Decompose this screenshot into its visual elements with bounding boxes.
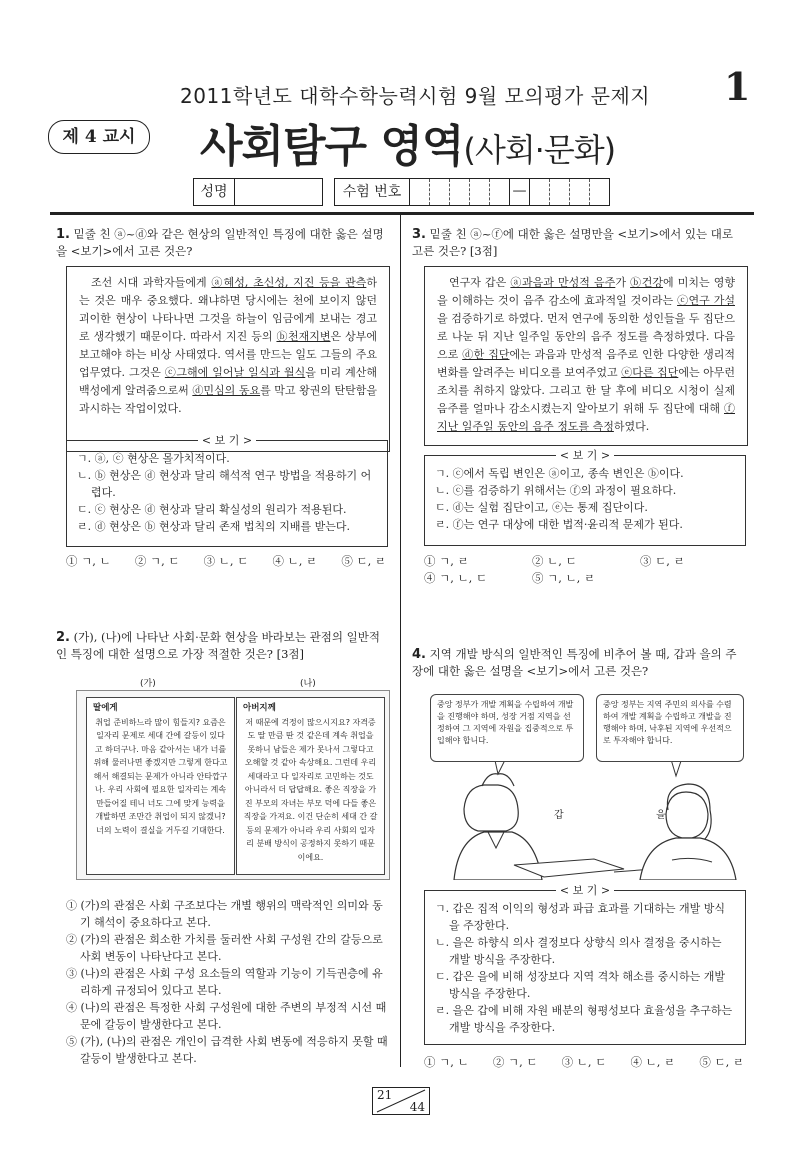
q1-option-4[interactable]: ④ ㄴ, ㄹ	[272, 554, 318, 568]
page-footer	[372, 1087, 430, 1115]
q4-label-gap: 갑	[554, 810, 564, 821]
q4-bogi-box	[424, 884, 746, 1045]
q1-passage	[66, 266, 390, 452]
top-rule	[50, 212, 754, 215]
q3-passage-text: 에는 아무런 조치를 취하지 않았다. 그리고 한 달 후에 비디오 시청이 실제 음주를 얼마나 감소시켰는지 알아보기 위해 두 집단에 대해	[437, 366, 735, 415]
q1-option-2[interactable]: ② ㄱ, ㄷ	[134, 554, 180, 568]
q1-bogi-item: ㄱ. ⓐ, ⓒ 현상은 몰가치적이다.	[77, 452, 230, 465]
q2-na-heading: 아버지께	[243, 703, 276, 713]
q3-passage	[424, 266, 748, 446]
q3-passage-text: 하였다.	[613, 420, 650, 433]
q1-passage-text: 조선 시대 과학자들에게	[91, 276, 212, 289]
column-divider	[400, 215, 401, 1067]
footer-page: 21	[377, 1088, 393, 1102]
q3-options-row2	[424, 570, 744, 586]
page-number: 1	[724, 64, 751, 109]
q4-speech-gap: 중앙 정부가 개발 계획을 수립하여 개발을 진행해야 하며, 성장 거점 지역을 선정하여 그 지역에 자원을 집중적으로 투입해야 합니다.	[430, 694, 584, 762]
name-field	[193, 178, 323, 206]
q3-option-4[interactable]: ④ ㄱ, ㄴ, ㄷ	[424, 571, 488, 585]
q1-underline-b: ⓑ천재지변	[276, 330, 331, 343]
q4-bogi-item: ㄱ. 갑은 집적 이익의 형성과 파급 효과를 기대하는 개발 방식을 주장한다.	[435, 902, 725, 932]
q3-passage-text: 연구자 갑은	[449, 276, 511, 289]
subject-sub: (사회·문화)	[463, 131, 616, 169]
q3-bogi-item: ㄱ. ⓒ에서 독립 변인은 ⓐ이고, 종속 변인은 ⓑ이다.	[435, 467, 684, 480]
exam-number-cell	[550, 179, 570, 205]
name-blank	[235, 179, 322, 205]
q1-number: 1.	[56, 227, 70, 242]
q2-label-ga: (가)	[140, 679, 156, 689]
q3-bogi-title: < 보 기 >	[556, 449, 614, 462]
q3-stem-text: 밑줄 친 ⓐ~ⓕ에 대한 옳은 설명만을 <보기>에서 있는 대로 고른 것은? [3점]	[412, 227, 733, 258]
q1-passage-text: 를 막고 왕권의 탄탄함을 과시하는 작업이었다.	[79, 384, 377, 415]
q3-bogi-item: ㄷ. ⓓ는 실험 집단이고, ⓔ는 통제 집단이다.	[435, 501, 648, 514]
exam-number-cell	[590, 179, 609, 205]
q4-option-2[interactable]: ② ㄱ, ㄷ	[492, 1055, 538, 1069]
q4-bogi-item: ㄴ. 을은 하향식 의사 결정보다 상향식 의사 결정을 중시하는 개발 방식을 주장한다.	[435, 936, 722, 966]
q4-bogi-item: ㄹ. 을은 갑에 비해 자원 배분의 형평성보다 효율성을 추구하는 개발 방식을 주장한다.	[435, 1004, 733, 1034]
q1-option-5[interactable]: ⑤ ㄷ, ㄹ	[341, 554, 386, 568]
q1-underline-a: ⓐ혜성, 초신성, 지진 등을 관측	[211, 276, 367, 289]
q1-passage-text: 을 미리 계산해 백성에게 알려줌으로써	[79, 366, 377, 397]
q3-number: 3.	[412, 227, 426, 242]
q1-stem-text: 밑줄 친 ⓐ~ⓓ와 같은 현상의 일반적인 특징에 대한 옳은 설명을 <보기>에서 고른 것은?	[56, 227, 384, 258]
q1-option-1[interactable]: ① ㄱ, ㄴ	[66, 554, 111, 568]
exam-number-cell	[570, 179, 590, 205]
q2-option-5[interactable]: ⑤ (가), (나)의 관점은 개인이 급격한 사회 변동에 적응하지 못할 때 갈등이 발생한다고 본다.	[66, 1035, 388, 1065]
q3-underline-f: ⓕ지난 일주일 동안의 음주 정도를 측정	[437, 402, 735, 433]
q1-stem	[56, 226, 390, 260]
q1-bogi-item: ㄹ. ⓓ 현상은 ⓑ 현상과 달리 존재 법칙의 지배를 받는다.	[77, 520, 350, 533]
q3-underline-a: ⓐ과음과 만성적 음주	[510, 276, 616, 289]
q2-number: 2.	[56, 630, 70, 645]
q2-option-4[interactable]: ④ (나)의 관점은 특정한 사회 구성원에 대한 주변의 부정적 시선 때문에 갈등이 발생한다고 본다.	[66, 1001, 387, 1031]
q1-bogi-item: ㄷ. ⓒ 현상은 ⓓ 현상과 달리 확실성의 원리가 적용된다.	[77, 503, 347, 516]
q2-na-text: 저 때문에 걱정이 많으시지요? 자격증도 딸 만큼 딴 것 같은데 계속 취업을 못하니 남들은 제가 못나서 그렇다고 오해할 것 같아 속상해요. 그런데 우리 세대라고 다 일자리로 고민하는 것도 아니라서 더 답답해요. 좋은 직장을 가진 부모의 자녀는 부모 덕에 다들 좋은 직장을 가져요. 이건 단순히 세대 간 갈등의 문제가 아니라 우리 사회의 일자리 분배 방식이 공정하지 못하기 때문이에요.	[243, 717, 378, 862]
q3-bogi-item: ㄹ. ⓕ는 연구 대상에 대한 법적·윤리적 문제가 된다.	[435, 518, 683, 531]
q3-passage-text: 가	[615, 276, 631, 289]
q4-speech-eul: 중앙 정부는 지역 주민의 의사를 수렴하여 개발 계획을 수립하고 개발을 진행해야 하며, 낙후된 지역에 우선적으로 투자해야 합니다.	[596, 694, 744, 762]
q4-option-5[interactable]: ⑤ ㄷ, ㄹ	[699, 1055, 744, 1069]
subject-main: 사회탐구 영역	[200, 121, 464, 172]
q2-options	[66, 897, 390, 1067]
q2-ga-text: 취업 준비하느라 많이 힘들지? 요즘은 일자리 문제로 세대 간에 갈등이 있다고 하더구나. 마음 같아서는 내가 너를 위해 물러나면 좋겠지만 그렇게 한다고 해서 해결되는 문제가 아니라 안타깝구나. 우리 사회에 필요한 일자리는 계속 만들어질 테니 너도 그에 맞게 능력을 개발하면 조만간 취업이 되지 않겠니? 너의 노력이 결실을 거두길 기대한다.	[93, 717, 228, 835]
q3-stem	[412, 226, 746, 260]
exam-number-cell	[470, 179, 490, 205]
q3-underline-e: ⓔ다른 집단	[621, 366, 679, 379]
q3-bogi-box	[424, 449, 746, 546]
q1-option-3[interactable]: ③ ㄴ, ㄷ	[203, 554, 249, 568]
exam-number-field	[334, 178, 610, 206]
exam-number-cell	[490, 179, 510, 205]
q2-option-3[interactable]: ③ (나)의 관점은 사회 구성 요소들의 역할과 기능이 기득권층에 유리하게 규정되어 있다고 본다.	[66, 967, 383, 997]
q4-option-3[interactable]: ③ ㄴ, ㄷ	[561, 1055, 607, 1069]
person-eul-icon	[640, 784, 736, 880]
q1-bogi-box	[66, 434, 388, 547]
q3-option-2[interactable]: ② ㄴ, ㄷ	[532, 554, 577, 568]
q4-option-4[interactable]: ④ ㄴ, ㄹ	[630, 1055, 676, 1069]
q1-passage-text: 하는 것은 매우 중요했다. 왜냐하면 당시에는 천에 보이지 않던 괴이한 현상이 나타나면 그것을 하늘이 임금에게 보내는 경고로 생각했기 때문이다. 따라서 지진 등의	[79, 276, 377, 343]
q2-option-1[interactable]: ① (가)의 관점은 사회 구조보다는 개별 행위의 맥락적인 의미와 동기 해석이 중요하다고 본다.	[66, 899, 383, 929]
q3-options-row1	[424, 553, 744, 569]
exam-number-dash: —	[510, 179, 530, 205]
q1-bogi-title: < 보 기 >	[198, 434, 256, 447]
period-badge: 제 4 교시	[48, 120, 150, 154]
exam-title: 2011학년도 대학수학능력시험 9월 모의평가 문제지	[180, 84, 651, 108]
q2-letter-na	[236, 697, 385, 875]
q4-number: 4.	[412, 647, 426, 662]
q3-bogi-item: ㄴ. ⓒ를 검증하기 위해서는 ⓕ의 과정이 필요하다.	[435, 484, 677, 497]
q2-stem-text: (가), (나)에 나타난 사회·문화 현상을 바라보는 관점의 일반적인 특징에 대한 설명으로 가장 적절한 것은? [3점]	[56, 630, 380, 661]
q3-passage-text: 에는 과음과 만성적 음주로 인한 다양한 생리적 변화를 알려주는 비디오를 보여주었고	[437, 348, 736, 379]
exam-number-cell	[530, 179, 550, 205]
q2-letter-ga	[86, 697, 235, 875]
q2-label-na: (나)	[300, 679, 316, 689]
q4-stem-text: 지역 개발 방식의 일반적인 특징에 비추어 볼 때, 갑과 을의 주장에 대한 옳은 설명을 <보기>에서 고른 것은?	[412, 647, 737, 678]
q4-label-eul: 을	[656, 810, 666, 821]
q4-options	[424, 1054, 744, 1070]
exam-number-cell	[410, 179, 430, 205]
q3-option-1[interactable]: ① ㄱ, ㄹ	[424, 554, 469, 568]
q2-stem	[56, 629, 390, 663]
q3-underline-c: ⓒ연구 가설	[677, 294, 735, 307]
exam-number-cell	[430, 179, 450, 205]
q3-passage-text: 을 검증하기로 하였다. 먼저 연구에 동의한 성인들을 두 집단으로 나눈 뒤 지난 일주일 동안의 음주 정도를 측정하였다. 다음으로	[437, 312, 735, 361]
footer-total: 44	[409, 1100, 425, 1114]
q3-option-3[interactable]: ③ ㄷ, ㄹ	[640, 554, 685, 568]
q1-underline-c: ⓒ그해에 일어날 일식과 월식	[164, 366, 306, 379]
name-label: 성명	[194, 179, 235, 205]
q1-options	[66, 553, 386, 569]
q3-option-5[interactable]: ⑤ ㄱ, ㄴ, ㄹ	[532, 571, 596, 585]
exam-number-cell	[450, 179, 470, 205]
q1-underline-d: ⓓ민심의 동요	[192, 384, 261, 397]
q2-option-2[interactable]: ② (가)의 관점은 희소한 가치를 둘러싼 사회 구성원 간의 갈등으로 사회 변동이 나타난다고 본다.	[66, 933, 383, 963]
q3-passage-text: 에 미치는 영향을 이해하는 것이 음주 감소에 효과적일 것이라는	[437, 276, 736, 307]
q4-bogi-title: < 보 기 >	[556, 884, 614, 897]
q1-passage-text: 은 상부에 보고해야 하는 비상 사태였다. 역서를 만드는 일도 그들의 주요 업무였다. 그것은	[79, 330, 377, 379]
q4-option-1[interactable]: ① ㄱ, ㄴ	[424, 1055, 469, 1069]
q1-bogi-item: ㄴ. ⓑ 현상은 ⓓ 현상과 달리 해석적 연구 방법을 적용하기 어렵다.	[77, 469, 372, 499]
exam-number-label: 수험 번호	[335, 179, 410, 205]
q4-bogi-item: ㄷ. 갑은 을에 비해 성장보다 지역 격차 해소를 중시하는 개발 방식을 주장한다.	[435, 970, 725, 1000]
q3-underline-d: ⓓ한 집단	[462, 348, 510, 361]
q3-underline-b: ⓑ건강	[630, 276, 663, 289]
q2-ga-heading: 딸에게	[93, 703, 118, 713]
subject-title	[200, 110, 615, 174]
q4-stem	[412, 646, 746, 680]
